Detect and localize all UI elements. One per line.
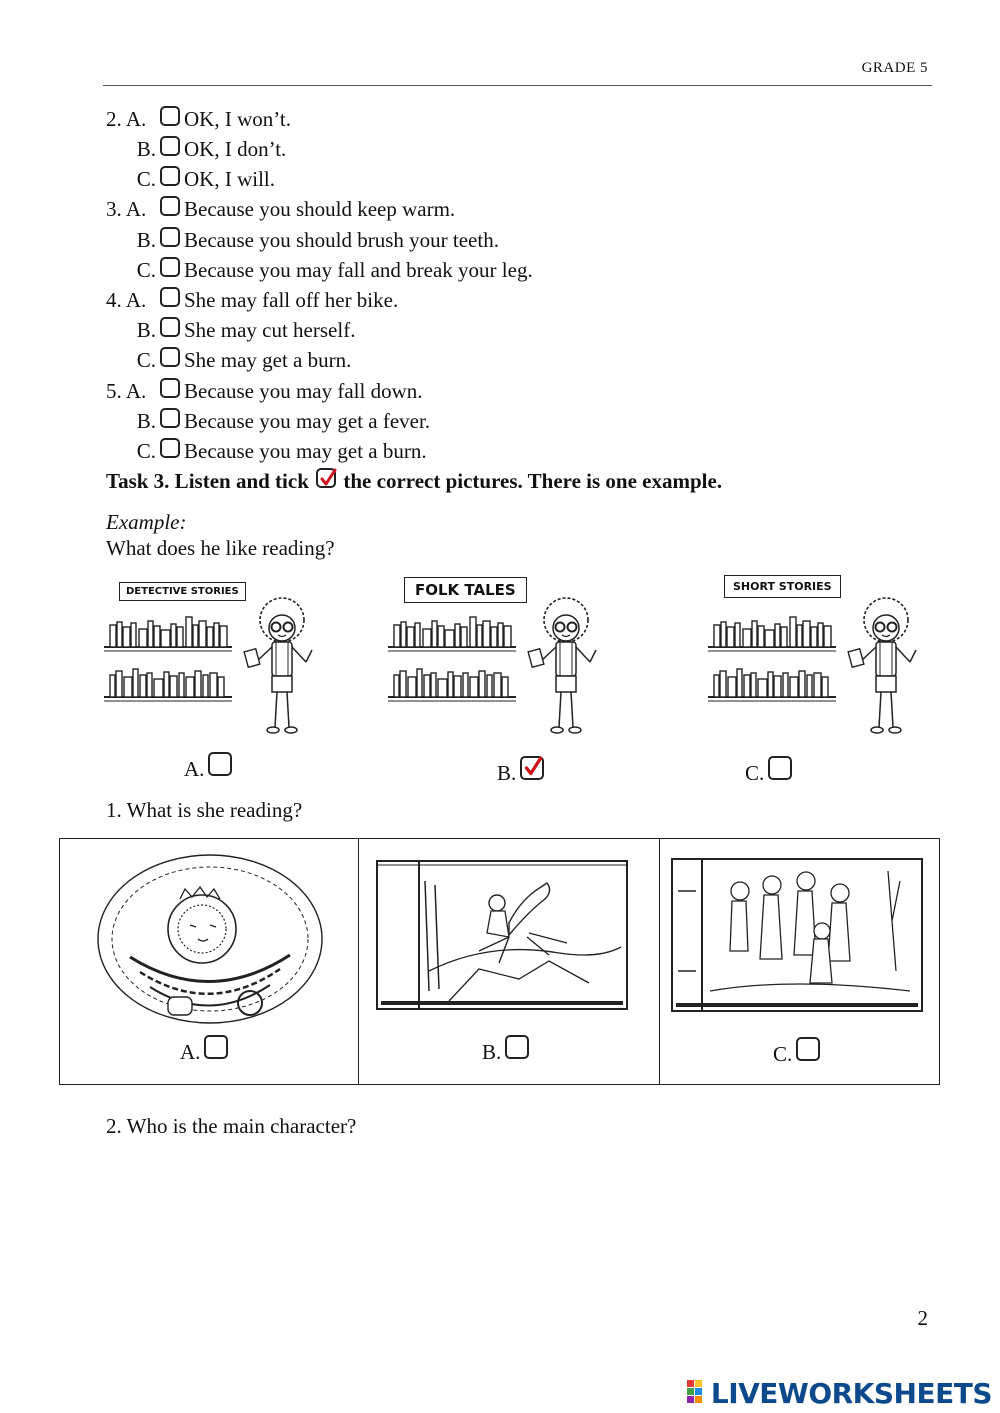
option-letter: A.: [125, 107, 147, 131]
question-5-option-b: [106, 406, 430, 436]
question-number: 3.: [106, 197, 122, 221]
option-text: Because you should keep warm.: [184, 197, 456, 221]
answer-checkbox[interactable]: [768, 756, 792, 780]
option-letter: C.: [136, 439, 156, 463]
option-letter: C.: [745, 761, 765, 785]
example-option-b: [497, 756, 548, 786]
example-picture-b: [386, 572, 626, 747]
option-text: OK, I won’t.: [184, 107, 291, 131]
bookshelf-sign: DETECTIVE STORIES: [119, 582, 246, 601]
answer-checkbox[interactable]: [160, 347, 180, 367]
bookshelf-boy-image: [386, 592, 626, 752]
picture-cell-c: [660, 839, 939, 1084]
answer-checkbox[interactable]: [160, 317, 180, 337]
question-number: 2.: [106, 107, 122, 131]
example-label: Example:: [106, 510, 187, 534]
option-letter: A.: [125, 288, 147, 312]
option-letter: A.: [184, 757, 205, 781]
option-letter: C.: [136, 258, 156, 282]
option-letter: C.: [773, 1042, 793, 1066]
picture-cell-a: [60, 839, 359, 1084]
lion-in-net-image: [60, 847, 359, 1047]
answer-checkbox[interactable]: [160, 196, 180, 216]
question-2-option-a: [106, 104, 291, 134]
option-text: She may cut herself.: [184, 318, 356, 342]
option-text: She may get a burn.: [184, 348, 352, 372]
question-2-option-c: [106, 164, 275, 194]
answer-checkbox[interactable]: [160, 106, 180, 126]
header-divider: [103, 85, 932, 86]
example-picture-a: [102, 572, 342, 747]
folk-tale-book-image: [359, 851, 660, 1051]
question-1: 1. What is she reading?: [106, 798, 303, 822]
answer-checkbox[interactable]: [208, 752, 232, 776]
liveworksheets-logo[interactable]: [685, 1376, 992, 1410]
answer-checkbox[interactable]: [505, 1035, 529, 1059]
question-1-option-b: [482, 1035, 533, 1065]
question-5-option-c: [106, 436, 427, 466]
option-text: Because you may get a fever.: [184, 409, 431, 433]
option-text: She may fall off her bike.: [184, 288, 399, 312]
option-text: Because you may get a burn.: [184, 439, 427, 463]
question-number: 4.: [106, 288, 122, 312]
option-letter: B.: [482, 1040, 502, 1064]
liveworksheets-logo-icon: [685, 1378, 711, 1408]
example-picture-c: [706, 572, 946, 747]
question-4-option-a: [106, 285, 398, 315]
page-number: 2: [917, 1306, 928, 1330]
question-1-option-a: [180, 1035, 232, 1065]
option-text: Because you should brush your teeth.: [184, 228, 499, 252]
option-letter: B.: [497, 761, 517, 785]
question-2: 2. Who is the main character?: [106, 1114, 357, 1138]
answer-checkbox[interactable]: [204, 1035, 228, 1059]
bookshelf-sign: FOLK TALES: [404, 577, 527, 603]
picture-cell-b: [359, 839, 660, 1084]
question-4-option-c: [106, 345, 351, 375]
answer-checkbox[interactable]: [160, 378, 180, 398]
example-option-c: [745, 756, 796, 786]
question-1-picture-grid: [59, 838, 940, 1085]
answer-checkbox[interactable]: [160, 438, 180, 458]
option-letter: B.: [136, 318, 156, 342]
task-3-title: Task 3. Listen and tick: [106, 469, 309, 493]
logo-text: LIVEWORKSHEETS: [710, 1376, 992, 1410]
option-text: OK, I will.: [184, 167, 275, 191]
question-1-option-c: [773, 1037, 824, 1067]
option-letter: B.: [136, 137, 156, 161]
answer-checkbox[interactable]: [796, 1037, 820, 1061]
task-3-instruction: the correct pictures. There is one example.: [343, 469, 723, 493]
task-3-heading: [106, 468, 722, 494]
answer-checkbox[interactable]: [160, 227, 180, 247]
checkmark-icon: [522, 756, 544, 780]
option-letter: B.: [136, 409, 156, 433]
checked-answer-checkbox[interactable]: [520, 756, 544, 780]
answer-checkbox[interactable]: [160, 257, 180, 277]
option-letter: A.: [125, 197, 147, 221]
question-4-option-b: [106, 315, 355, 345]
question-3-option-a: [106, 194, 455, 224]
bookshelf-sign: SHORT STORIES: [724, 575, 841, 598]
option-letter: A.: [125, 379, 147, 403]
short-story-book-image: [660, 851, 939, 1051]
option-letter: C.: [136, 167, 156, 191]
answer-checkbox[interactable]: [160, 408, 180, 428]
answer-checkbox[interactable]: [160, 287, 180, 307]
option-text: OK, I don’t.: [184, 137, 287, 161]
option-letter: B.: [136, 228, 156, 252]
question-2-option-b: [106, 134, 286, 164]
question-number: 5.: [106, 379, 122, 403]
bookshelf-boy-image: [706, 592, 946, 752]
answer-checkbox[interactable]: [160, 136, 180, 156]
option-letter: C.: [136, 348, 156, 372]
option-letter: A.: [180, 1040, 201, 1064]
option-text: Because you may fall down.: [184, 379, 423, 403]
question-3-option-b: [106, 225, 499, 255]
grade-label: GRADE 5: [861, 60, 928, 76]
question-3-option-c: [106, 255, 533, 285]
option-text: Because you may fall and break your leg.: [184, 258, 533, 282]
question-5-option-a: [106, 376, 423, 406]
answer-checkbox[interactable]: [160, 166, 180, 186]
bookshelf-boy-image: [102, 592, 342, 752]
tick-sample-icon: [316, 468, 336, 488]
example-option-a: [184, 752, 236, 782]
example-question: What does he like reading?: [106, 536, 335, 560]
